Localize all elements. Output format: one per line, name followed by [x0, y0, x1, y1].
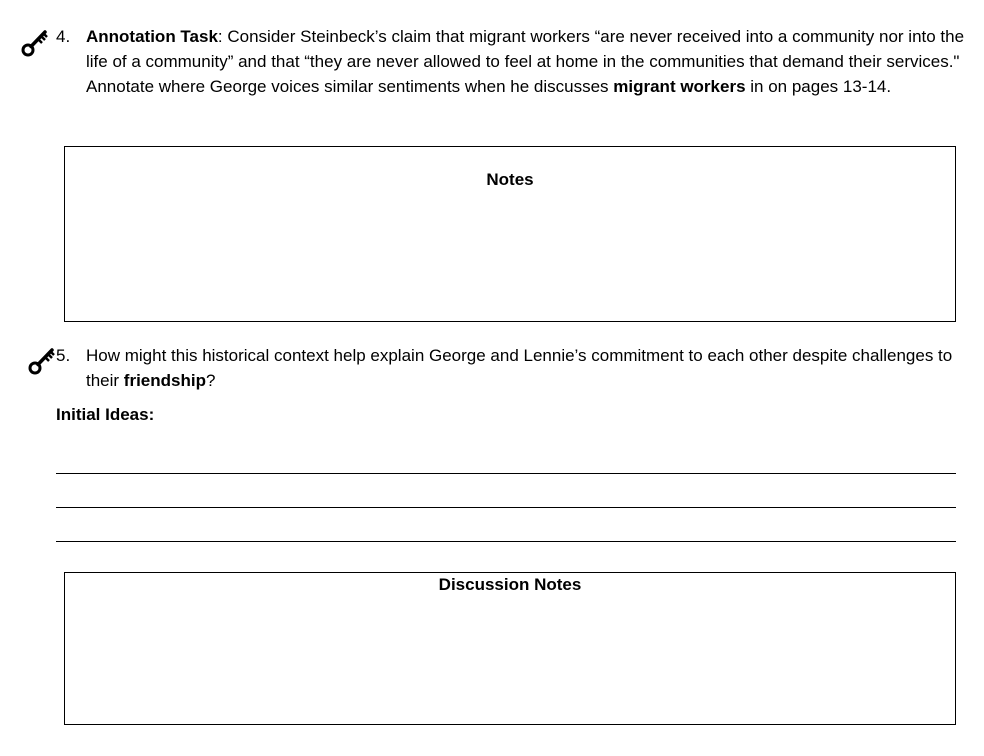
colon: :	[217, 27, 228, 46]
question-number: 4.	[56, 27, 71, 46]
question-5-tail: ?	[205, 371, 216, 390]
initial-ideas-label: Initial Ideas:	[56, 405, 155, 424]
answer-line[interactable]	[56, 507, 956, 508]
annotation-task-label: Annotation Task	[86, 27, 218, 46]
answer-line[interactable]	[56, 473, 956, 474]
key-icon	[27, 346, 57, 376]
bold-word: friendship	[123, 371, 206, 390]
question-4-body: Consider Steinbeck’s claim that migrant workers “are never received into a community nor into the life of a community” and that “they are never allowed to feel at home in the communities that demand their services." Annotate where George voices similar sentiments when he discusses	[86, 27, 965, 96]
question-4-text	[86, 24, 966, 99]
discussion-notes-title: Discussion Notes	[438, 575, 582, 594]
question-5-text	[86, 343, 966, 393]
notes-title: Notes	[486, 170, 534, 189]
discussion-notes-box[interactable]	[64, 572, 956, 725]
answer-line[interactable]	[56, 541, 956, 542]
key-icon	[20, 28, 50, 58]
notes-box[interactable]	[64, 146, 956, 322]
bold-phrase: migrant workers	[613, 77, 746, 96]
question-5-body: How might this historical context help explain George and Lennie’s commitment to each other despite challenges to their	[86, 346, 953, 390]
question-4-tail: in on pages 13-14.	[745, 77, 892, 96]
question-number: 5.	[56, 346, 71, 365]
